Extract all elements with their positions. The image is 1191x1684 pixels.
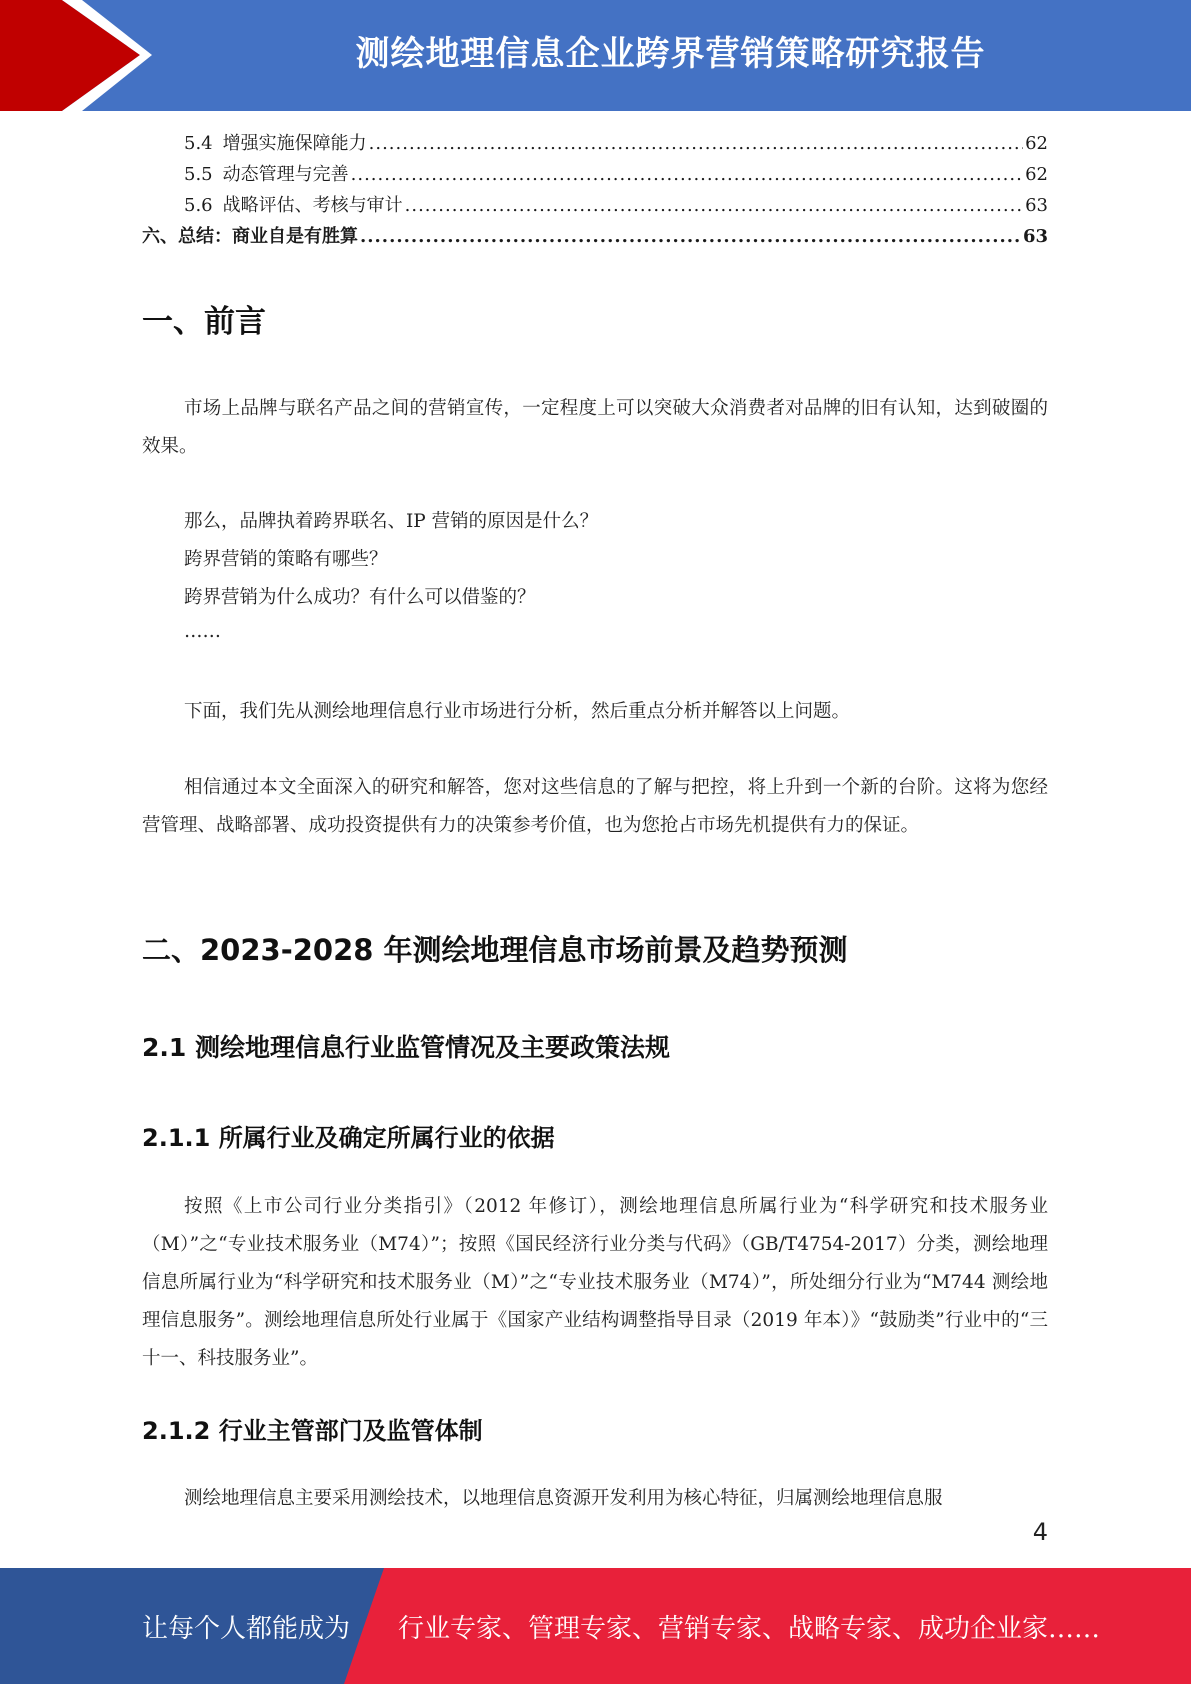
footer-banner — [0, 1568, 1191, 1684]
subsection-heading: 2.1.2 行业主管部门及监管体制 — [142, 1417, 483, 1445]
toc-leader — [369, 128, 1023, 159]
header-banner — [0, 0, 1191, 111]
section-heading-market: 二、2023-2028 年测绘地理信息市场前景及趋势预测 — [142, 933, 848, 967]
toc-label: 动态管理与完善 — [222, 164, 349, 185]
toc-entry[interactable] — [142, 190, 1048, 221]
toc-label: 战略评估、考核与审计 — [222, 195, 403, 216]
table-of-contents — [142, 128, 1048, 252]
toc-entry[interactable] — [142, 128, 1048, 159]
subsection-heading: 2.1.1 所属行业及确定所属行业的依据 — [142, 1124, 555, 1152]
section-heading-preface: 一、前言 — [142, 304, 266, 340]
toc-label: 六、总结：商业自是有胜算 — [142, 226, 358, 247]
subsection-heading: 2.1 测绘地理信息行业监管情况及主要政策法规 — [142, 1033, 670, 1062]
question-line: 跨界营销为什么成功？有什么可以借鉴的？ — [184, 587, 536, 608]
page-number: 4 — [1032, 1518, 1048, 1546]
paragraph: 测绘地理信息主要采用测绘技术，以地理信息资源开发利用为核心特征，归属测绘地理信息服 — [184, 1488, 943, 1509]
question-line: 那么，品牌执着跨界联名、IP 营销的原因是什么？ — [184, 511, 599, 532]
toc-number: 5.6 — [184, 195, 213, 216]
toc-page: 63 — [1022, 226, 1048, 247]
toc-page: 63 — [1025, 195, 1048, 216]
toc-page: 62 — [1025, 164, 1048, 185]
toc-page: 62 — [1025, 133, 1048, 154]
toc-leader — [351, 159, 1023, 190]
paragraph: 市场上品牌与联名产品之间的营销宣传，一定程度上可以突破大众消费者对品牌的旧有认知，达到破圈的效果。 — [142, 398, 1048, 457]
toc-number: 5.4 — [184, 133, 213, 154]
toc-leader — [405, 190, 1023, 221]
toc-entry[interactable] — [142, 159, 1048, 190]
report-title: 测绘地理信息企业跨界营销策略研究报告 — [355, 34, 986, 74]
toc-leader — [360, 221, 1021, 252]
paragraph: 下面，我们先从测绘地理信息行业市场进行分析，然后重点分析并解答以上问题。 — [184, 701, 851, 722]
ellipsis-line: …… — [184, 621, 221, 642]
toc-entry[interactable] — [142, 221, 1048, 252]
paragraph: 相信通过本文全面深入的研究和解答，您对这些信息的了解与把控，将上升到一个新的台阶。这将为您经营管理、战略部署、成功投资提供有力的决策参考价值，也为您抢占市场先机提供有力的保证。 — [142, 777, 1048, 836]
toc-label: 增强实施保障能力 — [222, 133, 367, 154]
paragraph: 按照《上市公司行业分类指引》（2012 年修订），测绘地理信息所属行业为“科学研究和技术服务业（M）”之“专业技术服务业（M74）”；按照《国民经济行业分类与代码》（GB/T4754-2017）分类，测绘地理信息所属行业为“科学研究和技术服务业（M）”之“专业技术服务业（M74）”，所处细分行业为“M744 测绘地理信息服务”。测绘地理信息所处行业属于《国家产业结构调整指导目录（2019 年本）》“鼓励类”行业中的“三十一、科技服务业”。 — [142, 1196, 1048, 1369]
footer-slogan-right: 行业专家、管理专家、营销专家、战略专家、成功企业家…… — [398, 1614, 1101, 1644]
question-line: 跨界营销的策略有哪些？ — [184, 549, 388, 570]
footer-slogan-left: 让每个人都能成为 — [142, 1614, 351, 1644]
toc-number: 5.5 — [184, 164, 213, 185]
